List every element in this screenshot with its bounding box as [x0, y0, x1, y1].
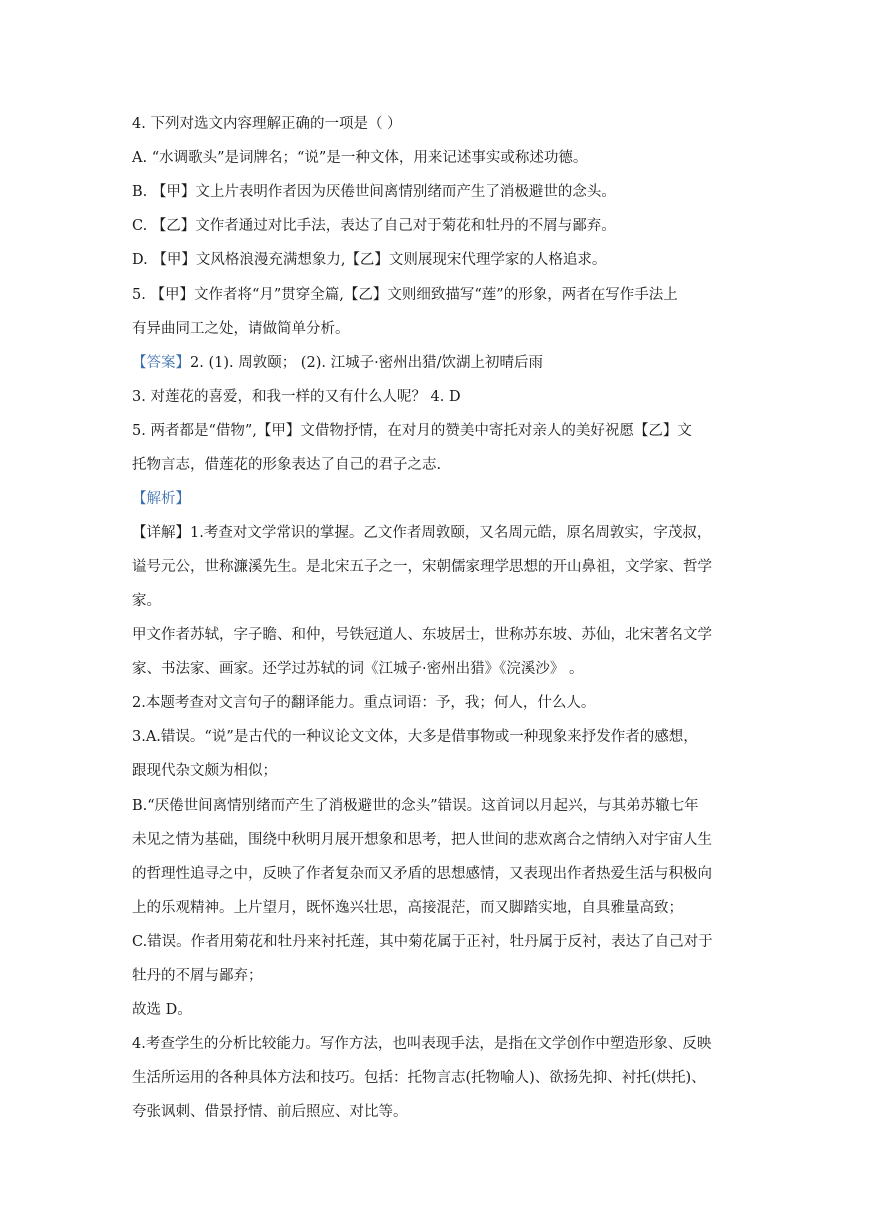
analysis-para-1: 谥号元公，世称濂溪先生。是北宋五子之一，宋朝儒家理学思想的开山鼻祖，文学家、哲学: [132, 559, 712, 575]
analysis-para-1: 家。: [132, 593, 161, 609]
analysis-para-8: 夸张讽刺、借景抒情、前后照应、对比等。: [132, 1104, 408, 1120]
question-5-stem-cont: 有异曲同工之处，请做简单分析。: [132, 321, 350, 337]
analysis-para-2: 家、书法家、画家。还学过苏轼的词《江城子·密州出猎》《浣溪沙》 。: [132, 661, 584, 677]
question-4-option-d: D. 【甲】文风格浪漫充满想象力,【乙】文则展现宋代理学家的人格追求。: [132, 252, 607, 268]
answer-5: 5. 两者都是“借物”,【甲】文借物抒情，在对月的赞美中寄托对亲人的美好祝愿【乙】文: [132, 423, 692, 439]
question-4-option-b: B. 【甲】文上片表明作者因为厌倦世间离情别绪而产生了消极避世的念头。: [132, 184, 616, 200]
analysis-para-4: 跟现代杂文颇为相似；: [132, 763, 277, 779]
question-4-option-a: A. “水调歌头”是词牌名；“说”是一种文体，用来记述事实或称述功德。: [132, 150, 588, 166]
analysis-para-2: 甲文作者苏轼，字子瞻、和仲，号铁冠道人、东坡居士，世称苏东坡、苏仙，北宋著名文学: [132, 627, 712, 643]
analysis-para-6: C.错误。作者用菊花和牡丹来衬托莲，其中菊花属于正衬，牡丹属于反衬，表达了自己对于: [132, 934, 713, 950]
analysis-para-4: 3.A.错误。“说”是古代的一种议论文文体，大多是借事物或一种现象来抒发作者的感想，: [132, 729, 698, 745]
analysis-para-8: 生活所运用的各种具体方法和技巧。包括：托物言志(托物喻人)、欲扬先抑、衬托(烘托)、: [132, 1070, 706, 1086]
answer-text: 2. (1). 周敦颐； (2). 江城子·密州出猎/饮湖上初晴后雨: [190, 355, 544, 371]
analysis-para-5: 的哲理性追寻之中，反映了作者复杂而又矛盾的思想感情，又表现出作者热爱生活与积极向: [132, 866, 712, 882]
analysis-para-7: 故选 D。: [132, 1002, 192, 1018]
question-5-stem: 5. 【甲】文作者将“月”贯穿全篇,【乙】文则细致描写“莲”的形象，两者在写作手法上: [132, 287, 678, 303]
question-4-stem: 4. 下列对选文内容理解正确的一项是（ ）: [132, 116, 402, 132]
analysis-label: 【解析】: [132, 491, 190, 507]
analysis-para-5: 上的乐观精神。上片望月，既怀逸兴壮思，高接混茫，而又脚踏实地，自具雅量高致；: [132, 900, 683, 916]
answer-3-4: 3. 对莲花的喜爱，和我一样的又有什么人呢？ 4. D: [132, 389, 461, 405]
answer-label: 【答案】: [132, 355, 190, 371]
answer-5-cont: 托物言志，借莲花的形象表达了自己的君子之志.: [132, 457, 442, 473]
analysis-para-5: 未见之情为基础，围绕中秋明月展开想象和思考，把人世间的悲欢离合之情纳入对宇宙人生: [132, 832, 712, 848]
analysis-para-5: B.“厌倦世间离情别绪而产生了消极避世的念头”错误。这首词以月起兴，与其弟苏辙七年: [132, 798, 699, 814]
analysis-para-1: 【详解】1.考查对文学常识的掌握。乙文作者周敦颐，又名周元皓，原名周敦实，字茂叔，: [132, 525, 712, 541]
analysis-para-3: 2.本题考查对文言句子的翻译能力。重点词语：予，我；何人，什么人。: [132, 695, 596, 711]
question-4-option-c: C. 【乙】文作者通过对比手法，表达了自己对于菊花和牡丹的不屑与鄙弃。: [132, 218, 616, 234]
answer-line: [132, 353, 772, 373]
analysis-para-8: 4.考查学生的分析比较能力。写作方法，也叫表现手法，是指在文学创作中塑造形象、反映: [132, 1036, 712, 1052]
analysis-para-6: 牡丹的不屑与鄙弃；: [132, 968, 263, 984]
